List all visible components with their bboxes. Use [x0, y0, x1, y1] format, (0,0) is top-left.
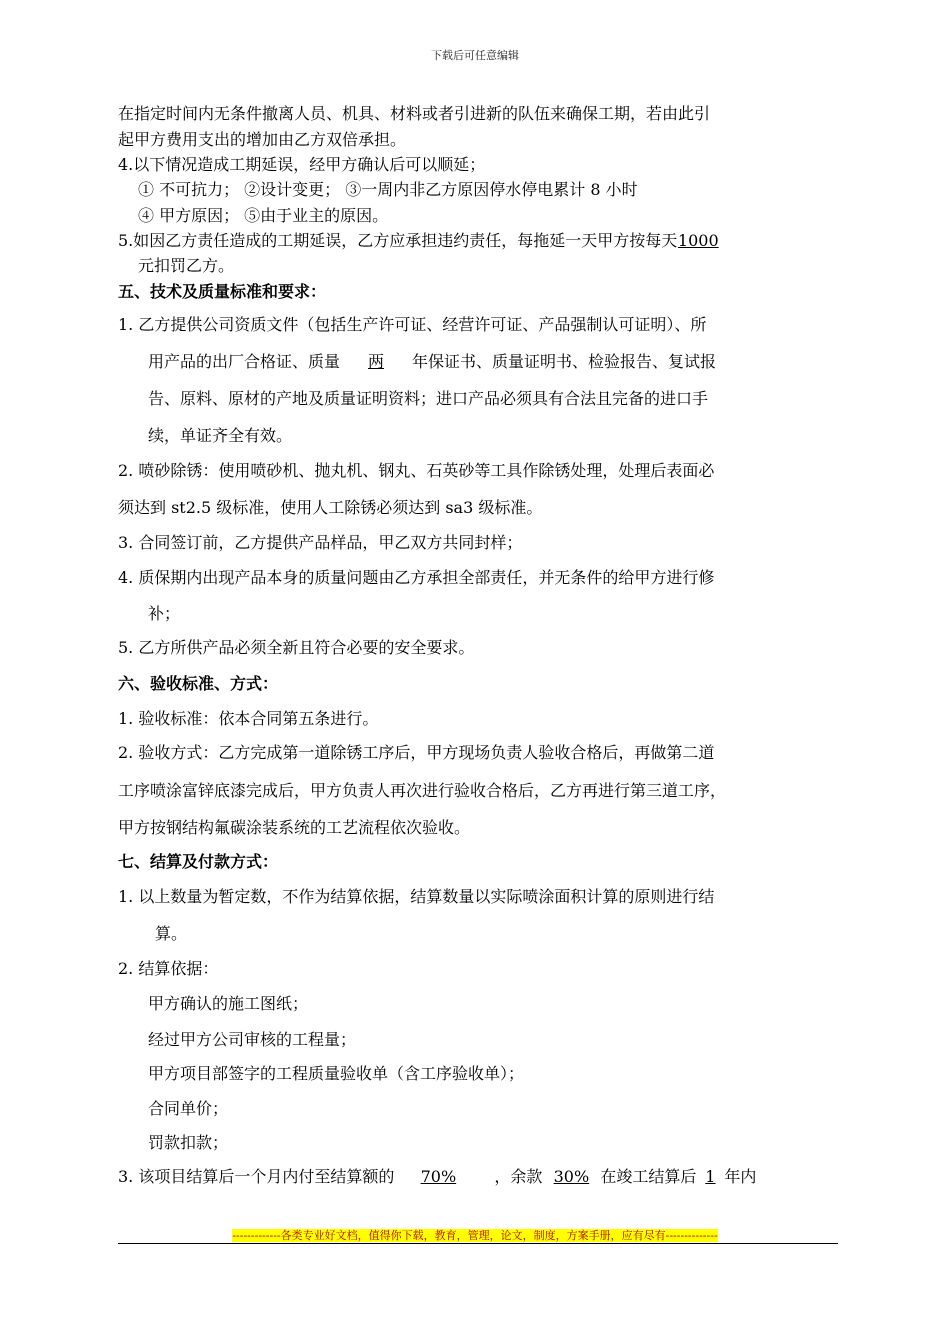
section-5-item-1-cont: 告、原料、原材的产地及质量证明资料；进口产品必须具有合法且完备的进口手 — [148, 389, 709, 408]
settlement-basis-item: 合同单价； — [148, 1099, 229, 1118]
section-5-item-5: 5. 乙方所供产品必须全新且符合必要的安全要求。 — [118, 638, 475, 657]
section-5-item-1: 1. 乙方提供公司资质文件（包括生产许可证、经营许可证、产品强制认可证明）、所 — [118, 315, 707, 334]
payment-text-c: 在竣工结算后 — [600, 1167, 697, 1186]
payment-percent-balance: 30% — [553, 1167, 590, 1186]
section-5-item-3: 3. 合同签订前，乙方提供产品样品，甲乙双方共同封样； — [118, 533, 523, 552]
section-6-item-2-cont: 工序喷涂富锌底漆完成后，甲方负责人再次进行验收合格后，乙方再进行第三道工序， — [118, 781, 727, 800]
paragraph-line: 起甲方费用支出的增加由乙方双倍承担。 — [118, 130, 407, 149]
settlement-basis-item: 甲方确认的施工图纸； — [148, 994, 309, 1013]
settlement-basis-item: 甲方项目部签字的工程质量验收单（含工序验收单）； — [148, 1064, 525, 1083]
warranty-period: 1 — [705, 1167, 716, 1186]
section-5-item-2-cont: 须达到 st2.5 级标准，使用人工除锈必须达到 sa3 级标准。 — [118, 498, 543, 517]
section-5-item-2: 2. 喷砂除锈：使用喷砂机、抛丸机、钢丸、石英砂等工具作除锈处理，处理后表面必 — [118, 461, 715, 480]
section-7-item-1-cont: 算。 — [155, 924, 188, 943]
quality-prefix: 用产品的出厂合格证、质量 — [148, 352, 341, 371]
paragraph-line: 在指定时间内无条件撤离人员、机具、材料或者引进新的队伍来确保工期，若由此引 — [118, 104, 711, 123]
page-footer — [0, 1227, 950, 1243]
footer-divider — [118, 1243, 838, 1244]
section-6-title: 六、验收标准、方式： — [118, 674, 279, 693]
section-7-item-2: 2. 结算依据： — [118, 959, 219, 978]
clause-4-items-a: ① 不可抗力； ②设计变更； ③一周内非乙方原因停水停电累计 8 小时 — [138, 180, 638, 199]
settlement-basis-item: 罚款扣款； — [148, 1133, 229, 1152]
payment-text-a: 3. 该项目结算后一个月内付至结算额的 — [118, 1167, 395, 1186]
section-6-item-2-cont: 甲方按钢结构氟碳涂装系统的工艺流程依次验收。 — [118, 818, 471, 837]
section-5-title: 五、技术及质量标准和要求： — [118, 282, 327, 301]
section-5-item-1-cont: 续，单证齐全有效。 — [148, 426, 293, 445]
section-5-item-4: 4. 质保期内出现产品本身的质量问题由乙方承担全部责任，并无条件的给甲方进行修 — [118, 568, 715, 587]
penalty-amount: 1000 — [677, 231, 719, 250]
clause-4-items-b: ④ 甲方原因； ⑤由于业主的原因。 — [138, 206, 389, 225]
settlement-basis-item: 经过甲方公司审核的工程量； — [148, 1030, 357, 1049]
quality-suffix: 年保证书、质量证明书、检验报告、复试报 — [412, 352, 717, 371]
warranty-years: 两 — [368, 352, 385, 371]
page-header: 下载后可任意编辑 — [431, 49, 519, 62]
clause-5-text: 5.如因乙方责任造成的工期延误，乙方应承担违约责任，每拖延一天甲方按每天 — [118, 231, 678, 250]
section-6-item-1: 1. 验收标准：依本合同第五条进行。 — [118, 709, 379, 728]
section-7-item-1: 1. 以上数量为暂定数，不作为结算依据，结算数量以实际喷涂面积计算的原则进行结 — [118, 887, 715, 906]
clause-5-cont: 元扣罚乙方。 — [138, 256, 235, 275]
footer-banner: -------------各类专业好文档，值得你下载，教育，管理，论文，制度，方案手册，应有尽有-------------- — [232, 1229, 718, 1242]
clause-4: 4.以下情况造成工期延误，经甲方确认后可以顺延； — [118, 155, 486, 174]
payment-text-b: ，余款 — [494, 1167, 543, 1186]
section-7-item-3 — [118, 1167, 756, 1187]
section-6-item-2: 2. 验收方式：乙方完成第一道除锈工序后，甲方现场负责人验收合格后，再做第二道 — [118, 743, 715, 762]
section-5-item-4-cont: 补； — [148, 604, 181, 623]
payment-text-d: 年内 — [724, 1167, 757, 1186]
section-7-title: 七、结算及付款方式： — [118, 852, 279, 871]
section-5-item-1-cont — [148, 352, 716, 372]
payment-percent-first: 70% — [420, 1167, 457, 1186]
clause-5 — [118, 231, 719, 251]
